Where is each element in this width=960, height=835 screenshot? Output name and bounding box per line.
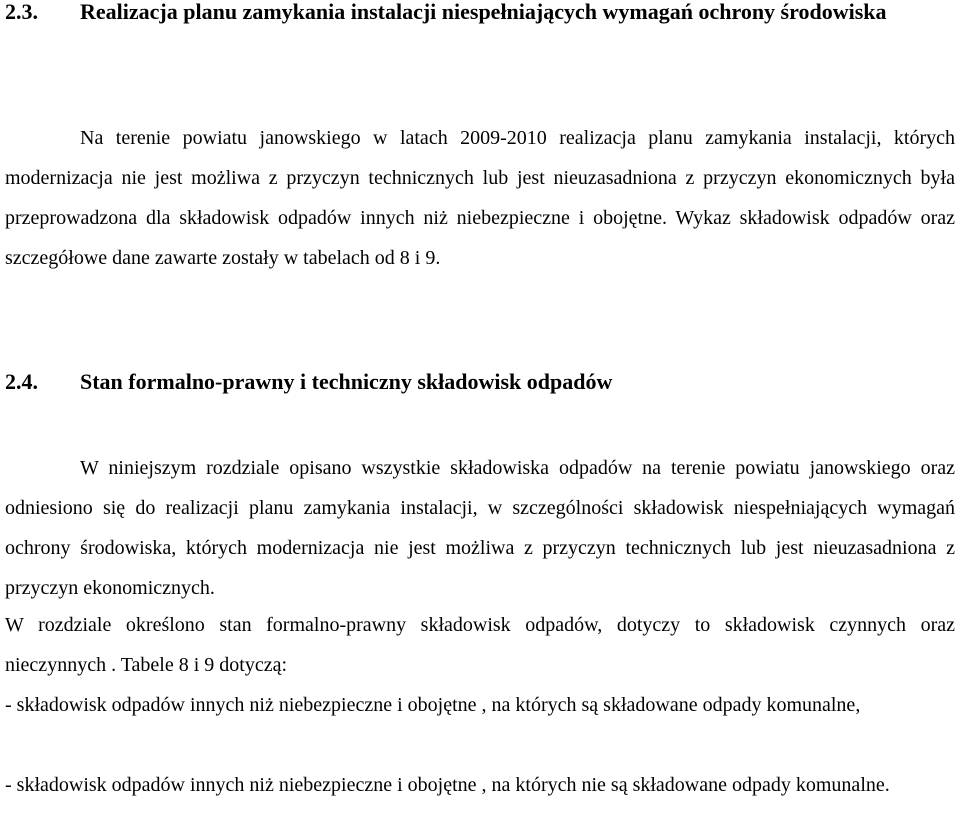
section-number: 2.4. <box>5 369 38 394</box>
list-item: - składowisk odpadów innych niż niebezpieczne i obojętne , na których są składowane odpady komunalne, <box>5 694 861 716</box>
list-item: - składowisk odpadów innych niż niebezpieczne i obojętne , na których nie są składowane odpady komunalne. <box>5 774 890 796</box>
section-2-3-paragraph: Na terenie powiatu janowskiego w latach 2009-2010 realizacja planu zamykania instalacji, których modernizacja nie jest możliwa z przyczyn technicznych lub jest nieuzasadniona z przyczyn ekonomicznych była przeprowadzona dla składowisk odpadów innych niż niebezpieczne i obojętne. Wykaz składowisk odpadów oraz szczegółowe dane zawarte zostały w tabelach od 8 i 9. <box>5 127 955 269</box>
section-title: Realizacja planu zamykania instalacji niespełniających wymagań ochrony środowiska <box>80 0 887 24</box>
section-number: 2.3. <box>5 0 38 24</box>
section-title: Stan formalno-prawny i techniczny składowisk odpadów <box>80 369 613 394</box>
section-2-4-paragraph-2: W rozdziale określono stan formalno-prawny składowisk odpadów, dotyczy to składowisk czynnych oraz nieczynnych . Tabele 8 i 9 dotyczą: <box>5 614 955 676</box>
section-2-4-paragraph-1: W niniejszym rozdziale opisano wszystkie składowiska odpadów na terenie powiatu janowskiego oraz odniesiono się do realizacji planu zamykania instalacji, w szczególności składowisk niespełniających wymagań ochrony środowiska, których modernizacja nie jest możliwa z przyczyn technicznych lub jest nieuzasadniona z przyczyn ekonomicznych. <box>5 457 955 599</box>
